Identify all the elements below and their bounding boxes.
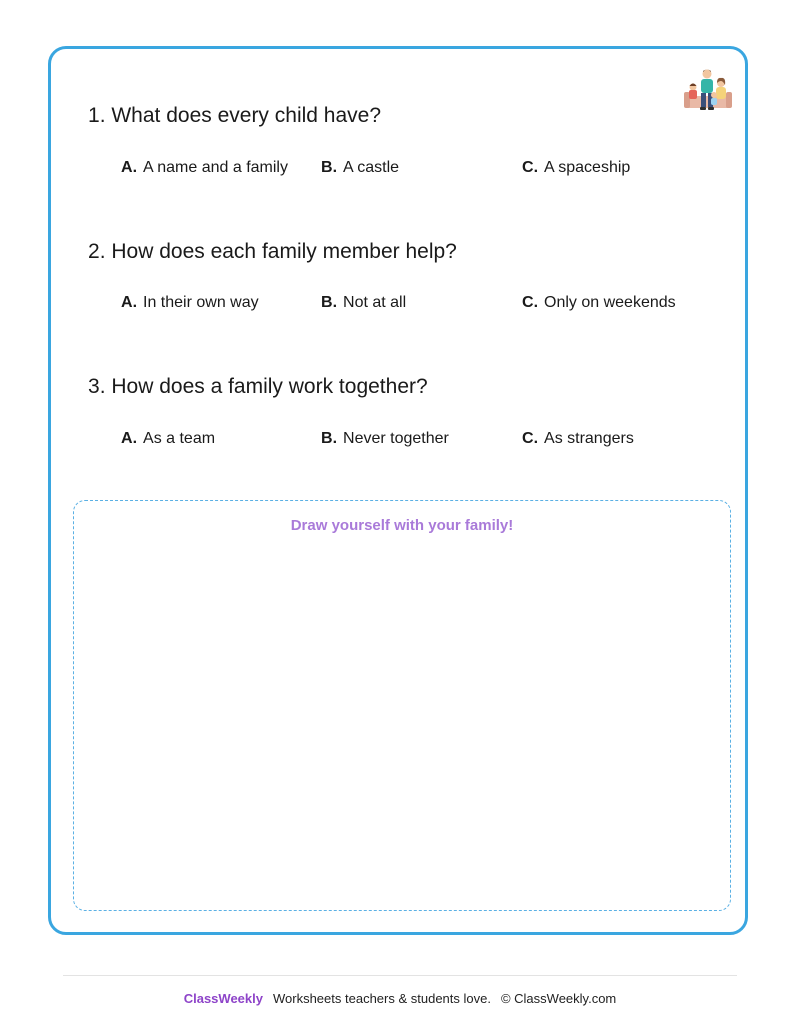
option-text: Never together: [343, 430, 449, 447]
question-number: 3 .: [88, 375, 111, 398]
option-3b[interactable]: [321, 430, 449, 448]
option-letter: B .: [321, 159, 337, 176]
footer-copyright: © ClassWeekly.com: [500, 991, 617, 1006]
option-letter: C .: [522, 159, 538, 176]
option-2c[interactable]: [522, 294, 676, 312]
footer-brand: ClassWeekly: [183, 991, 263, 1006]
option-1b[interactable]: [321, 159, 399, 177]
option-letter: A .: [121, 430, 137, 447]
option-3a[interactable]: [121, 430, 215, 448]
drawing-prompt: Draw yourself with your family!: [290, 517, 514, 534]
option-text: As a team: [143, 430, 216, 447]
option-1c[interactable]: [522, 159, 630, 177]
option-1a[interactable]: [121, 159, 288, 177]
option-letter: C .: [522, 294, 538, 311]
footer-tagline: Worksheets teachers & students love.: [272, 991, 491, 1006]
option-2a[interactable]: [121, 294, 259, 312]
question-text: What does every child have?: [111, 104, 382, 127]
option-text: Not at all: [343, 294, 407, 311]
option-3c[interactable]: [522, 430, 634, 448]
option-letter: B .: [321, 294, 337, 311]
option-letter: B .: [321, 430, 337, 447]
option-letter: A .: [121, 294, 137, 311]
option-text: A spaceship: [544, 159, 631, 176]
option-text: A castle: [343, 159, 400, 176]
option-text: A name and a family: [143, 159, 288, 176]
question-number: 1 .: [88, 104, 111, 127]
footer: [0, 991, 800, 1006]
option-text: As strangers: [544, 430, 634, 447]
option-text: Only on weekends: [544, 294, 676, 311]
option-2b[interactable]: [321, 294, 406, 312]
family-icon: [683, 68, 733, 114]
option-letter: A .: [121, 159, 137, 176]
option-text: In their own way: [143, 294, 259, 311]
question-text: How does a family work together?: [111, 375, 428, 398]
question-2: [88, 240, 457, 264]
question-text: How does each family member help?: [111, 240, 457, 263]
question-number: 2 .: [88, 240, 111, 263]
question-3: [88, 375, 428, 399]
footer-divider: [63, 975, 737, 976]
drawing-area[interactable]: [73, 500, 731, 911]
option-letter: C .: [522, 430, 538, 447]
question-1: [88, 104, 381, 128]
